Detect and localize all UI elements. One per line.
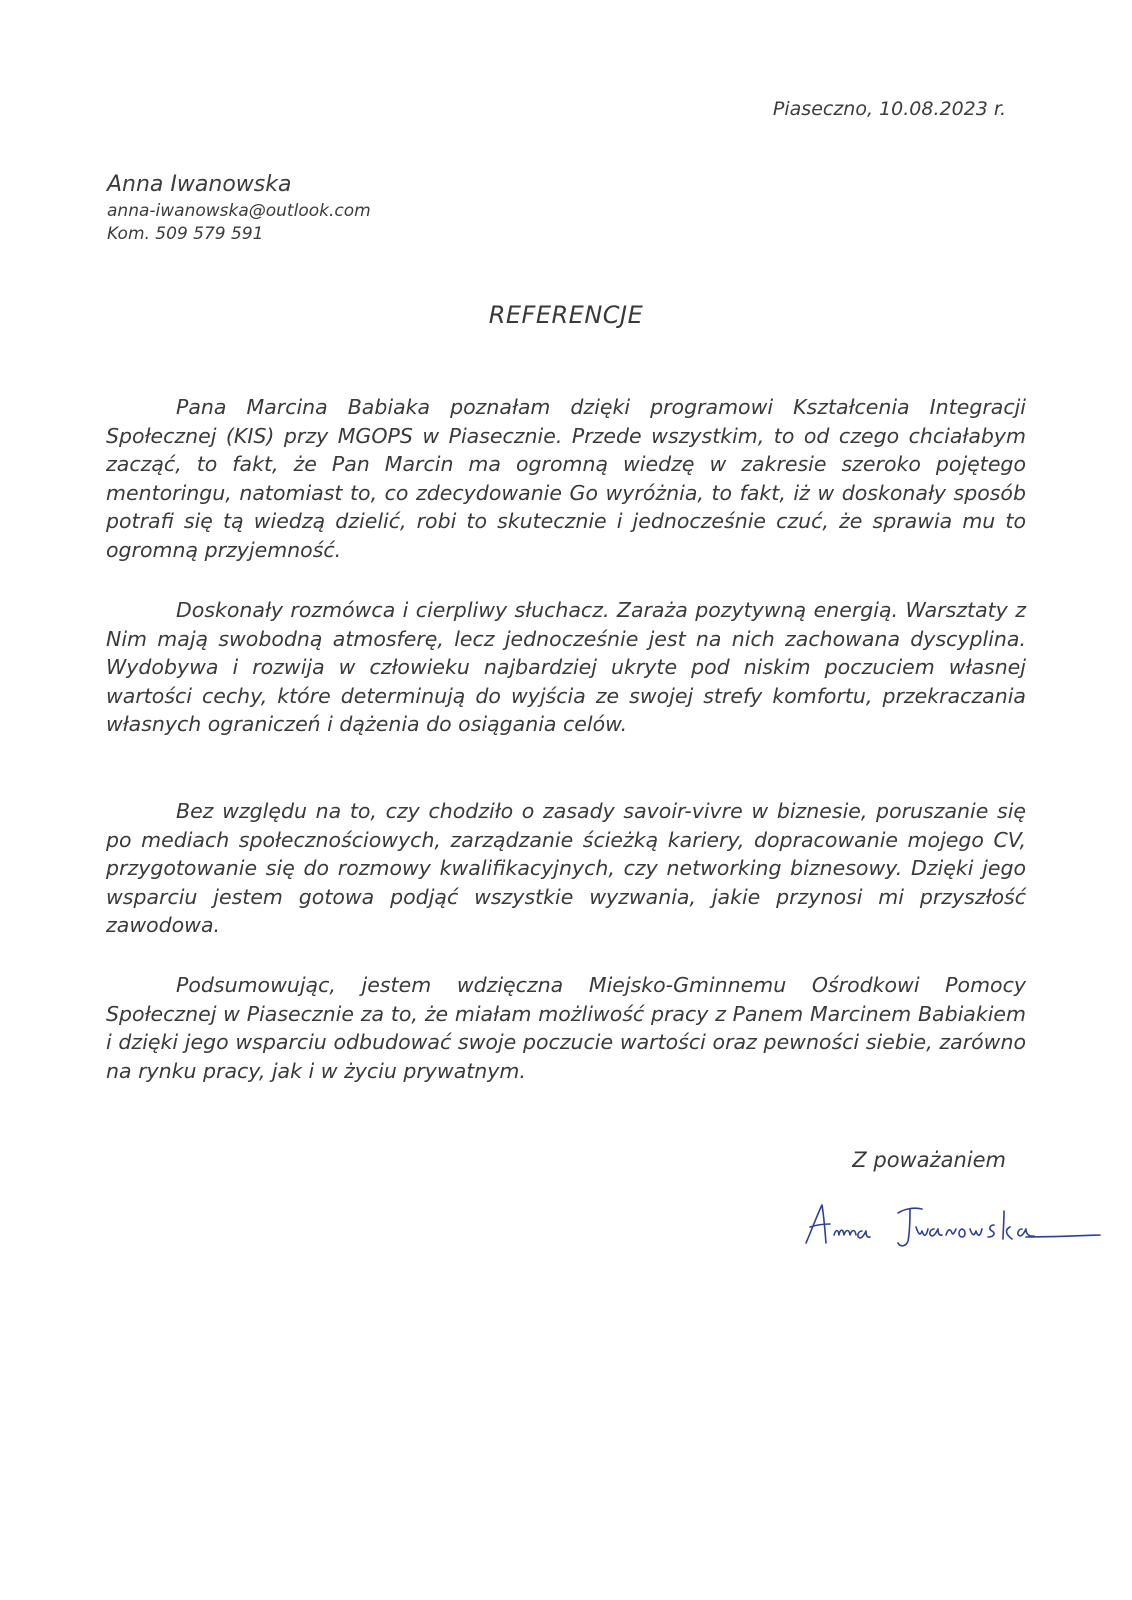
closing-salutation: Z poważaniem (852, 1148, 1006, 1172)
document-title: REFERENCJE (488, 301, 644, 329)
place-date: Piaseczno, 10.08.2023 r. (772, 98, 1006, 120)
handwritten-signature (800, 1195, 1120, 1265)
paragraph-3: Bez względu na to, czy chodziło o zasady savoir-vivre w biznesie, poruszanie się po mediach społecznościowych, zarządzanie ścieżką kariery, dopracowanie mojego CV, przygotowanie się do rozmowy kwalifikacyjnych, czy networking biznesowy. Dzięki jego wsparciu jestem gotowa podjąć wszystkie wyzwania, jakie przynosi mi przyszłość zawodowa. (106, 799, 1026, 938)
sender-email: anna-iwanowska@outlook.com (107, 201, 371, 221)
paragraph-2: Doskonały rozmówca i cierpliwy słuchacz. Zaraża pozytywną energią. Warsztaty z Nim mają swobodną atmosferę, lecz jednocześnie jest na nich zachowana dyscyplina. Wydobywa i rozwija w człowieku najbardziej ukryte pod niskim poczuciem własnej wartości cechy, które determinują do wyjścia ze swojej strefy komfortu, przekraczania własnych ograniczeń i dążenia do osiągania celów. (106, 598, 1026, 737)
sender-phone: Kom. 509 579 591 (107, 224, 264, 244)
sender-block (107, 170, 371, 246)
paragraph-4: Podsumowując, jestem wdzięczna Miejsko-Gminnemu Ośrodkowi Pomocy Społecznej w Piasecznie za to, że miałam możliwość pracy z Panem Marcinem Babiakiem i dzięki jego wsparciu odbudować swoje poczucie wartości oraz pewności siebie, zarówno na rynku pracy, jak i w życiu prywatnym. (106, 973, 1026, 1083)
paragraph-1: Pana Marcina Babiaka poznałam dzięki programowi Kształcenia Integracji Społecznej (KIS) przy MGOPS w Piasecznie. Przede wszystkim, to od czego chciałabym zacząć, to fakt, że Pan Marcin ma ogromną wiedzę w zakresie szeroko pojętego mentoringu, natomiast to, co zdecydowanie Go wyróżnia, to fakt, iż w doskonały sposób potrafi się tą wiedzą dzielić, robi to skutecznie i jednocześnie czuć, że sprawia mu to ogromną przyjemność. (106, 395, 1026, 562)
sender-name: Anna Iwanowska (107, 172, 292, 197)
